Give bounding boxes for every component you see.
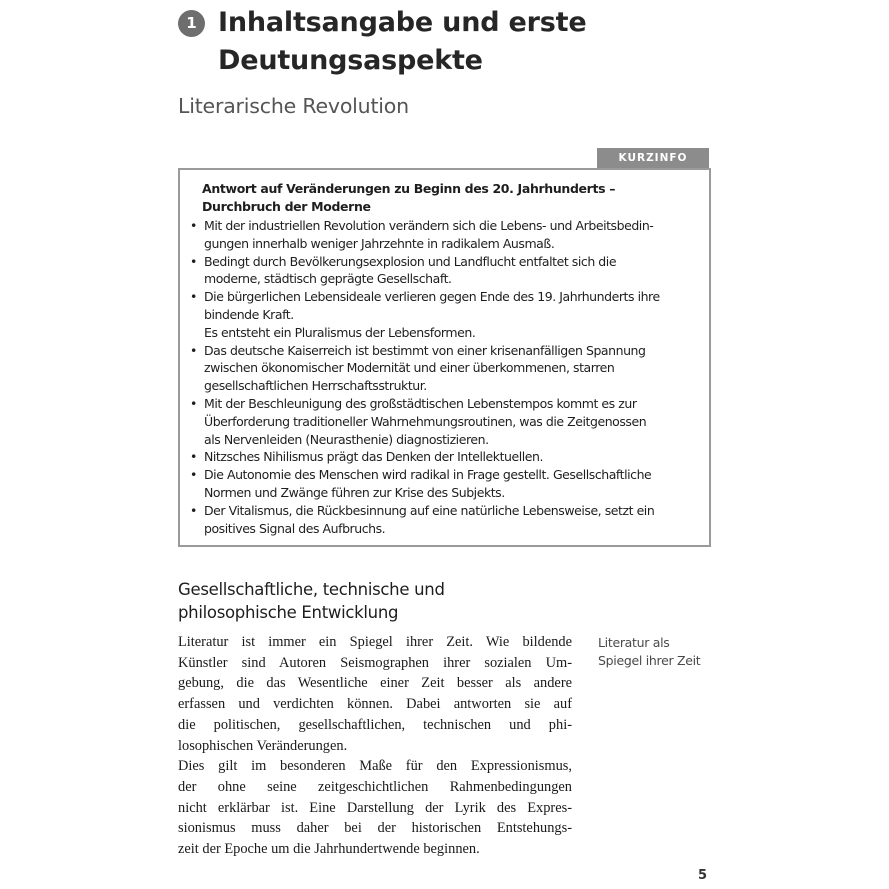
list-item-line: Überforderung traditioneller Wahrnehmungsroutinen, was die Zeitgenossen bbox=[204, 413, 647, 429]
margin-note bbox=[598, 634, 718, 670]
list-item-line: zwischen ökonomischer Modernität und einer überkommenen, starren bbox=[204, 360, 615, 376]
list-item-line: Bedingt durch Bevölkerungsexplosion und Landflucht entfaltet sich die bbox=[204, 253, 617, 269]
body-line: Literatur ist immer ein Spiegel ihrer Zeit. Wie bildende bbox=[178, 634, 572, 650]
bullet-icon: • bbox=[190, 289, 197, 305]
kurzinfo-heading-line: Durchbruch der Moderne bbox=[202, 198, 371, 214]
bullet-icon: • bbox=[190, 253, 197, 269]
chapter-number-badge: 1 bbox=[178, 10, 205, 37]
list-item-line: Mit der Beschleunigung des großstädtischen Lebenstempos kommt es zur bbox=[204, 395, 637, 411]
kurzinfo-list-item bbox=[188, 342, 703, 395]
kurzinfo-list-item bbox=[188, 448, 703, 466]
list-item-line: gungen innerhalb weniger Jahrzehnte in radikalem Ausmaß. bbox=[204, 235, 555, 251]
list-item-line: Der Vitalismus, die Rückbesinnung auf eine natürliche Lebensweise, setzt ein bbox=[204, 502, 655, 518]
list-item-line: Normen und Zwänge führen zur Krise des Subjekts. bbox=[204, 484, 505, 500]
kurzinfo-list-item bbox=[188, 502, 703, 538]
bullet-icon: • bbox=[190, 467, 197, 483]
list-item-line: Es entsteht ein Pluralismus der Lebensformen. bbox=[204, 324, 476, 340]
margin-note-line: Literatur als bbox=[598, 635, 670, 650]
list-item-line: moderne, städtisch geprägte Gesellschaft. bbox=[204, 271, 452, 287]
kurzinfo-list-item bbox=[188, 288, 703, 341]
body-line: Künstler sind Autoren Seismographen ihrer sozialen Um- bbox=[178, 654, 572, 671]
subsection-heading bbox=[178, 579, 445, 624]
kurzinfo-list-item bbox=[188, 466, 703, 502]
body-line: der ohne seine zeitgeschichtlichen Rahmenbedingungen bbox=[178, 778, 572, 795]
bullet-icon: • bbox=[190, 502, 197, 518]
subsection-heading-line: philosophische Entwicklung bbox=[178, 602, 399, 622]
body-line: gebung, die das Wesentliche einer Zeit besser als andere bbox=[178, 675, 572, 692]
list-item-line: bindende Kraft. bbox=[204, 306, 294, 322]
list-item-line: Mit der industriellen Revolution verändern sich die Lebens- und Arbeitsbedin- bbox=[204, 218, 654, 233]
bullet-icon: • bbox=[190, 342, 197, 358]
body-line: Dies gilt im besonderen Maße für den Expressionismus, bbox=[178, 758, 572, 775]
bullet-icon: • bbox=[190, 218, 197, 233]
list-item-line: Nitzsches Nihilismus prägt das Denken der Intellektuellen. bbox=[204, 449, 544, 465]
kurzinfo-tag: KURZINFO bbox=[597, 148, 709, 168]
kurzinfo-list-item bbox=[188, 253, 703, 289]
kurzinfo-heading bbox=[202, 180, 702, 215]
section-title: Literarische Revolution bbox=[178, 94, 409, 118]
subsection-heading-line: Gesellschaftliche, technische und bbox=[178, 580, 445, 599]
body-line: zeit der Epoche um die Jahrhundertwende beginnen. bbox=[178, 841, 480, 858]
body-paragraph bbox=[178, 632, 572, 860]
chapter-title-line: Inhaltsangabe und erste bbox=[218, 7, 587, 38]
list-item-line: gesellschaftlichen Herrschaftsstruktur. bbox=[204, 378, 427, 394]
body-line: die politischen, gesellschaftlichen, technischen und phi- bbox=[178, 716, 572, 733]
list-item-line: positives Signal des Aufbruchs. bbox=[204, 520, 386, 536]
bullet-icon: • bbox=[190, 395, 197, 411]
body-line: nicht erklärbar ist. Eine Darstellung der Lyrik des Expres- bbox=[178, 799, 572, 816]
chapter-title-line: Deutungsaspekte bbox=[218, 45, 483, 76]
kurzinfo-list-item bbox=[188, 395, 703, 448]
bullet-icon: • bbox=[190, 449, 197, 465]
body-line: losophischen Veränderungen. bbox=[178, 737, 348, 754]
kurzinfo-box bbox=[178, 168, 711, 547]
list-item-line: als Nervenleiden (Neurasthenie) diagnostizieren. bbox=[204, 431, 489, 447]
body-line: erfassen und verdichten können. Dabei antworten sie auf bbox=[178, 696, 572, 713]
list-item-line: Die bürgerlichen Lebensideale verlieren gegen Ende des 19. Jahrhunderts ihre bbox=[204, 289, 660, 305]
body-line: sionismus muss daher bei der historischen Entstehungs- bbox=[178, 820, 572, 837]
kurzinfo-list-item bbox=[188, 217, 703, 253]
kurzinfo-heading-line: Antwort auf Veränderungen zu Beginn des 20. Jahrhunderts – bbox=[202, 181, 616, 196]
chapter-title bbox=[218, 4, 738, 80]
page-number: 5 bbox=[698, 868, 708, 883]
kurzinfo-list bbox=[188, 217, 703, 537]
list-item-line: Die Autonomie des Menschen wird radikal in Frage gestellt. Gesellschaftliche bbox=[204, 467, 652, 483]
margin-note-line: Spiegel ihrer Zeit bbox=[598, 653, 701, 668]
list-item-line: Das deutsche Kaiserreich ist bestimmt von einer krisenanfälligen Spannung bbox=[204, 342, 646, 358]
